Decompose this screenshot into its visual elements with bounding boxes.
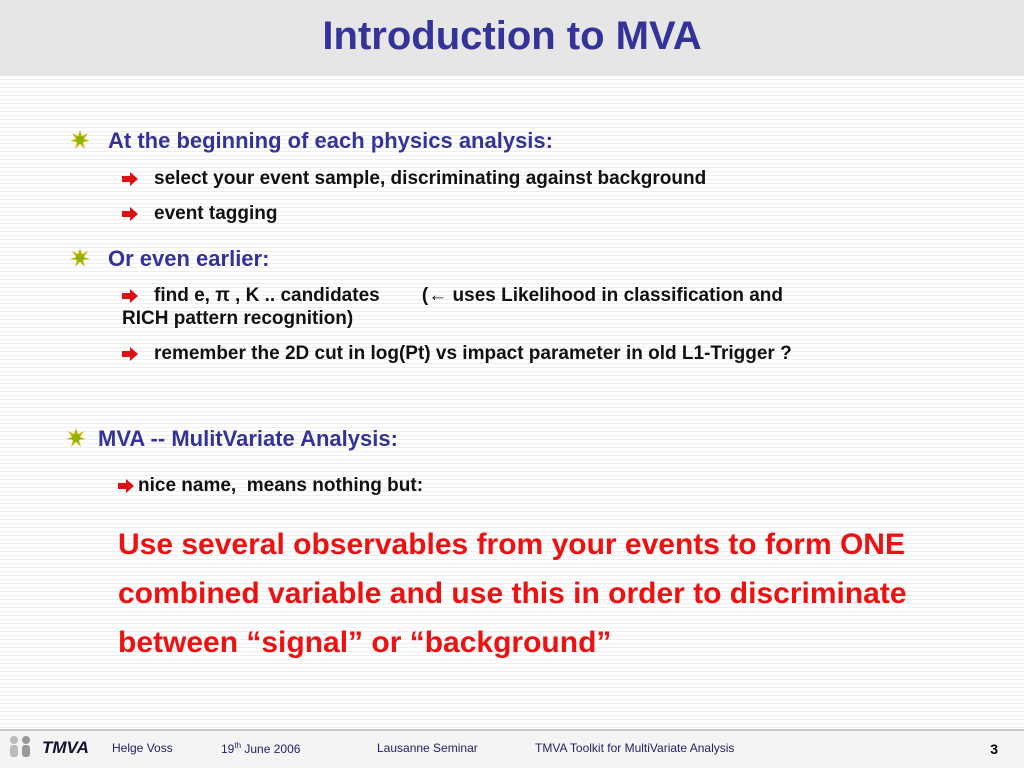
subbullet-tagging-text: event tagging: [154, 203, 278, 224]
subbullet-find-text: find e, π , K .. candidates (← uses Likelihood in classification and: [154, 285, 784, 306]
subbullet-select: [122, 168, 706, 190]
subbullet-find: [122, 285, 783, 307]
footer-event: Lausanne Seminar: [377, 741, 478, 755]
bullet-beginning: [70, 128, 553, 154]
bullet-mva-text: MVA -- MulitVariate Analysis:: [98, 426, 398, 451]
burst-bullet-icon: [66, 428, 86, 448]
subbullet-tagging: [122, 203, 278, 225]
arrow-bullet-icon: [122, 347, 138, 361]
arrow-bullet-icon: [122, 172, 138, 186]
footer-date: 19th June 2006: [221, 741, 301, 756]
arrow-bullet-icon: [118, 479, 134, 493]
subbullet-nice: [118, 475, 423, 497]
burst-bullet-icon: [70, 130, 90, 150]
bullet-earlier: [70, 246, 269, 272]
footer-toolkit: TMVA Toolkit for MultiVariate Analysis: [535, 741, 735, 755]
subbullet-remember-text: remember the 2D cut in log(Pt) vs impact parameter in old L1-Trigger ?: [154, 343, 792, 364]
arrow-bullet-icon: [122, 207, 138, 221]
bullet-earlier-text: Or even earlier:: [108, 246, 270, 271]
page-number: 3: [990, 741, 998, 757]
footer-author: Helge Voss: [112, 741, 173, 755]
people-logo-icon: [6, 734, 40, 760]
subbullet-find-continuation: RICH pattern recognition): [122, 308, 354, 329]
subbullet-select-text: select your event sample, discriminating against background: [154, 168, 707, 189]
subbullet-remember: [122, 343, 792, 365]
highlight-statement: Use several observables from your events to form ONE combined variable and use this in order to discriminate between “signal” or “background”: [118, 528, 907, 659]
slide-title: Introduction to MVA: [322, 14, 702, 58]
footer: [0, 731, 1024, 768]
bullet-mva: [66, 426, 398, 452]
tmva-logo: [6, 734, 98, 760]
bullet-beginning-text: At the beginning of each physics analysis:: [108, 128, 553, 153]
arrow-bullet-icon: [122, 289, 138, 303]
logo-text: TMVA: [42, 738, 89, 757]
burst-bullet-icon: [70, 248, 90, 268]
subbullet-nice-text: nice name, means nothing but:: [138, 475, 424, 496]
